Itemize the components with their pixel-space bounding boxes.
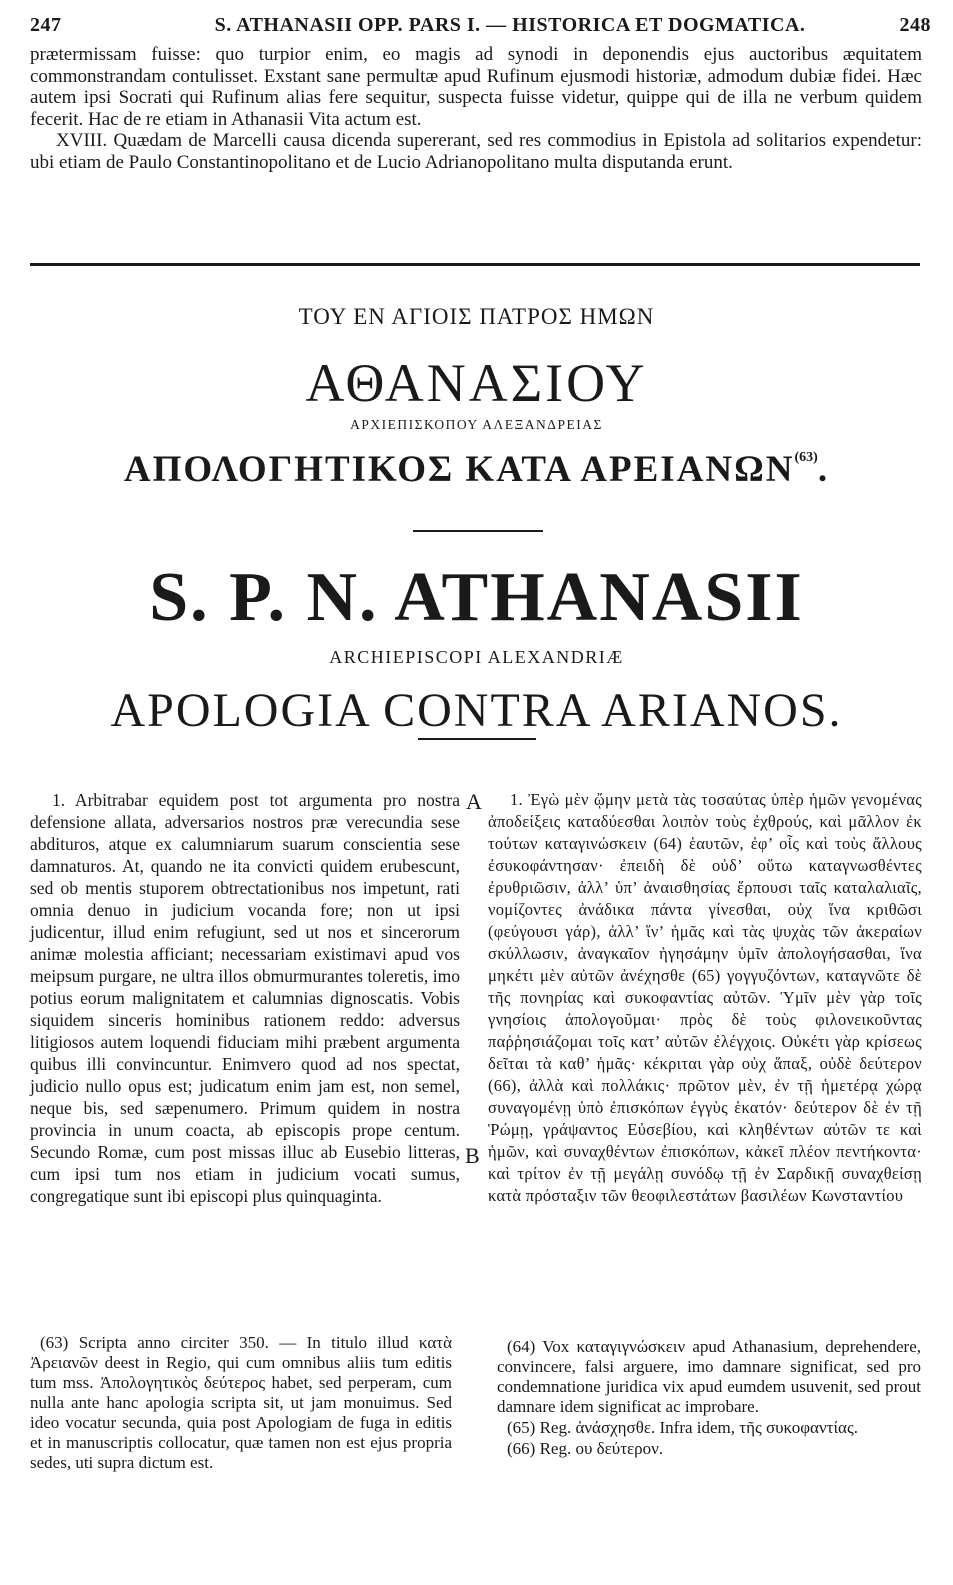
greek-work-title	[0, 448, 953, 491]
page-number-right: 248	[899, 14, 931, 36]
running-title: S. ATHANASII OPP. PARS I. — HISTORICA ET DOGMATICA.	[214, 14, 806, 36]
title-rule-2	[418, 738, 536, 740]
title-rule-1	[413, 530, 543, 532]
intro-paragraph-1: prætermissam fuisse: quo turpior enim, eo magis ad synodi in deponendis ejus auctoribus æquitatem commonstrandam contulisset. Exstant sane permultæ apud Rufinum ejusmodi historiæ, admodum dubiæ fidei. Hæc autem ipsi Socrati qui Rufinum alias fere sequitur, suspecta fuisse videtur, quippe qui de illa ne verbum quidem fecerit. Hac de re etiam in Athanasii Vita actum est.	[30, 44, 922, 130]
greek-work-title-period: .	[817, 449, 830, 490]
greek-paragraph-1: 1. Ἐγὼ μὲν ᾤμην μετὰ τὰς τοσαύτας ὑπὲρ ἡμῶν γενομένας ἀποδείξεις καταδύεσθαι λοιπὸν τοὺς ἐχθρούς, καὶ μᾶλλον ἐκ τούτων καταγινώσκειν (64) ἑαυτῶν, ἐφ’ οἷς καὶ τοὺς ἄλλους ἐσυκοφάντησαν· ἐπειδὴ δὲ οὐδ’ οὕτω καταγνωσθέντες ἐρυθριῶσιν, ἀλλ’ ὑπ’ ἀναισθησίας ἕρπουσι ταῖς καταλαλιαῖς, νομίζοντες ἀνάδικα πάντα γίνεσθαι, οὐχ ἵνα κριθῶσι (φεύγουσι γάρ), ἀλλ’ ἵν’ ἡμᾶς καὶ τὰς ψυχὰς τῶν ἀκεραίων σκύλλωσιν, ἀναγκαῖον ἡγησάμην ὑμῖν ἀπολογήσασθαι, ἵνα μηκέτι μὲν αὐτῶν ἀνέχησθε (65) γογγυζόντων, καταγνῶτε δὲ τῆς πονηρίας καὶ συκοφαντίας αὐτῶν. Ὑμῖν μὲν γὰρ τοῖς γνησίοις ἀπολογοῦμαι· πρὸς δὲ τοὺς φιλονεικοῦντας παῤῥησιάζομαι τοῖς κατ’ αὐτῶν ἐλέγχοις. Οὐκέτι γὰρ κρίσεως δεῖται τὰ καθ’ ἡμᾶς· κέκριται γὰρ οὐχ ἅπαξ, οὐδὲ δεύτερον (66), ἀλλὰ καὶ πολλάκις· πρῶτον μὲν, ἐν τῇ ἡμετέρᾳ χώρᾳ συναγομένῃ ὑπὸ ἐπισκόπων ἐγγὺς ἑκατόν· δεύτερον δὲ ἐν τῇ Ῥώμῃ, γράψαντος Εὐσεβίου, καὶ κληθέντων αὐτῶν τε καὶ ἡμῶν, καὶ συναχθέντων ἐπισκόπων, κἀκεῖ πλέον πεντήκοντα· καὶ τρίτον ἐν τῇ μεγάλῃ συνόδῳ τῇ ἐν Σαρδικῇ συναχθείσῃ κατὰ πρόσταξιν τῶν θεοφιλεστάτων βασιλέων Κωνσταντίου	[488, 790, 922, 1205]
footnote-63: (63) Scripta anno circiter 350. — In titulo illud κατὰ Ἀρειανῶν deest in Regio, qui cum omnibus aliis tum editis tum mss. Ἀπολογητικὸς δεύτερος habet, sed perperam, cum nulla ante hanc apologia scripta sit, ut jam monuimus. Sed ideo vocatur secunda, quia post Apologiam de fuga in editis et in manuscriptis collocatur, quæ tamen non est ejus propria sedes, uti supra dictum est.	[30, 1333, 452, 1472]
latin-author-name: S. P. N. ATHANASII	[149, 559, 804, 636]
intro-paragraph-2: XVIII. Quædam de Marcelli causa dicenda supererant, sed res commodius in Epistola ad solitarios expendetur: ubi etiam de Paulo Constantinopolitano et de Lucio Adrianopolitano multa disputanda erunt.	[30, 130, 922, 173]
latin-author-office: ARCHIEPISCOPI ALEXANDRIÆ	[329, 647, 624, 667]
footnote-66: (66) Reg. ου δεύτερον.	[507, 1439, 664, 1458]
margin-letter-a: A	[466, 789, 482, 814]
latin-paragraph-1: 1. Arbitrabar equidem post tot argumenta pro nostra defensione allata, adversarios nostros præ verecundia sese abdituros, atque ex calumniarum suarum conscientia sese damnaturos. At, quando ne ita convicti quidem erubescunt, sed ob mentis stuporem obtrectationibus nos impetunt, rati omnia denuo in judicium vocanda fore; non ut ipsi judicentur, illud enim refugiunt, sed ut nos et sincerorum animæ molestia afficiant; necessariam existimavi apud vos meipsum purgare, ne ultra illos obmurmurantes toleretis, imo potius eorum malignitatem et calumnias dignoscatis. Vobis siquidem sinceris hominibus rationem reddo: adversus litigiosos autem loquendi fiduciam mihi præbent argumenta quibus illi convincuntur. Enimvero quod ad nos spectat, judicio nullo opus est; judicatum enim jam est, non semel, neque bis, sed sæpenumero. Primum quidem in nostra provincia in unum coacta, ab episcopis prope centum. Secundo Romæ, cum post missas illuc ab Eusebio litteras, cum ipsi tum nos etiam in judicium vocati sumus, congregatique sunt ibi episcopi plus quinquaginta.	[30, 790, 460, 1206]
running-header	[30, 14, 931, 40]
footnote-ref-63: (63)	[794, 450, 818, 465]
footnote-65: (65) Reg. ἀνάσχησθε. Infra idem, τῆς συκοφαντίας.	[507, 1418, 858, 1437]
latin-work-title: APOLOGIA CONTRA ARIANOS.	[110, 684, 843, 737]
greek-author-office: ΑΡΧΙΕΠΙΣΚΟΠΟΥ ΑΛΕΞΑΝΔΡΕΙΑΣ	[350, 417, 603, 432]
margin-letter-b: B	[465, 1143, 480, 1168]
footnotes-right	[497, 1337, 921, 1460]
intro-text	[30, 44, 922, 174]
page-number-left: 247	[30, 14, 62, 36]
greek-work-title-text: ΑΠΟΛΟΓΗΤΙΚΟΣ ΚΑΤΑ ΑΡΕΙΑΝΩΝ	[123, 449, 795, 490]
greek-title-line-1: ΤΟΥ ΕΝ ΑΓΙΟΙΣ ΠΑΤΡΟΣ ΗΜΩΝ	[298, 304, 655, 329]
latin-column	[30, 789, 460, 1207]
greek-author-name: ΑΘΑΝΑΣΙΟΥ	[305, 353, 648, 413]
greek-column	[488, 789, 922, 1207]
section-divider	[30, 263, 920, 266]
footnote-64: (64) Vox καταγιγνώσκειν apud Athanasium, deprehendere, convincere, falsi arguere, imo damnare significat, sed pro condemnatione juridica vix apud eumdem usuvenit, sed prout damnare idem significat ac improbare.	[497, 1337, 921, 1416]
footnotes-left	[30, 1333, 452, 1474]
